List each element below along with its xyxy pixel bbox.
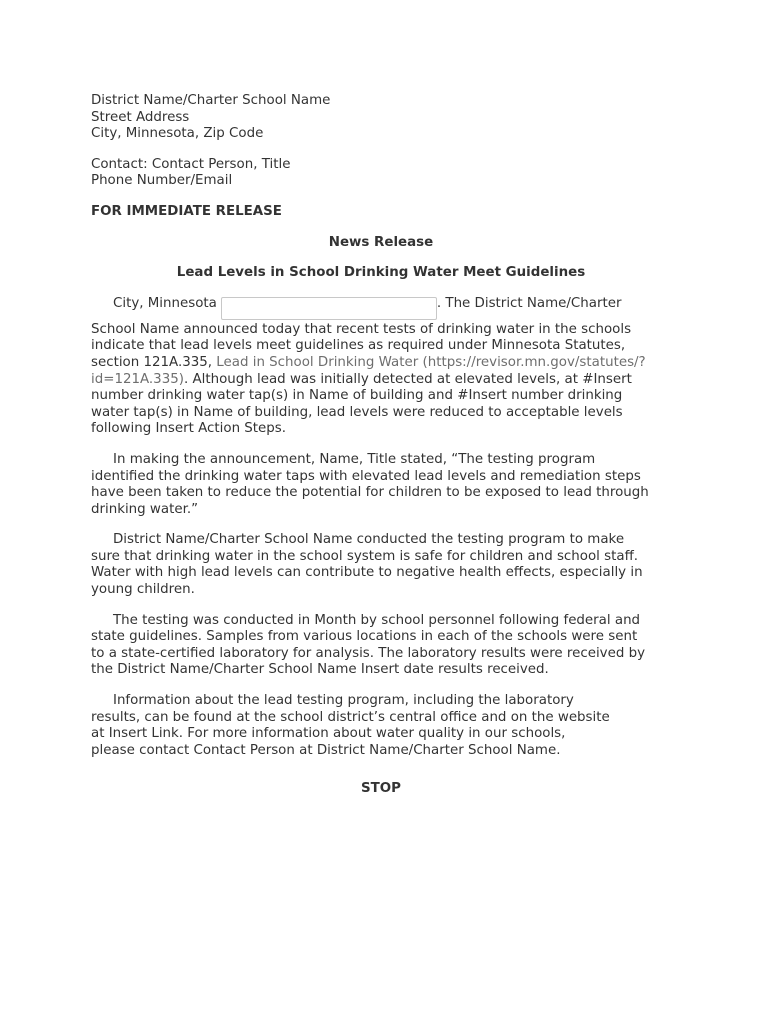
p1-line-3: indicate that lead levels meet guidelines as required under Minnesota Statutes, <box>91 338 626 354</box>
contact-phone-email: Phone Number/Email <box>91 173 233 189</box>
p4-line-4: the District Name/Charter School Name Insert date results received. <box>91 662 549 678</box>
paragraph-2 <box>91 452 671 518</box>
p2-line-3: have been taken to reduce the potential for children to be exposed to lead through <box>91 485 649 501</box>
p4-line-1: The testing was conducted in Month by school personnel following federal and <box>113 612 641 628</box>
paragraph-5 <box>91 693 671 759</box>
p4-line-3: to a state-certified laboratory for analysis. The laboratory results were received by <box>91 645 646 661</box>
document-page <box>91 93 671 798</box>
p1-line-6: number drinking water tap(s) in Name of building and #Insert number drinking <box>91 388 623 404</box>
sender-address <box>91 93 671 143</box>
p1-line-5 <box>91 372 671 389</box>
statute-link[interactable]: Lead in School Drinking Water (https://revisor.mn.gov/statutes/? <box>216 354 646 370</box>
district-name: District Name/Charter School Name <box>91 93 331 108</box>
p4-line-2: state guidelines. Samples from various locations in each of the schools were sent <box>91 629 638 645</box>
street-address: Street Address <box>91 109 190 125</box>
dateline-continuation: . The District Name/Charter <box>436 295 622 311</box>
p5-line-4: please contact Contact Person at District Name/Charter School Name. <box>91 742 561 758</box>
contact-block <box>91 157 671 190</box>
p2-line-1: In making the announcement, Name, Title stated, “The testing program <box>113 451 596 467</box>
p1-line-2: School Name announced today that recent tests of drinking water in the schools <box>91 321 632 337</box>
p3-line-3: Water with high lead levels can contribute to negative health effects, especially in <box>91 565 643 581</box>
p3-line-1: District Name/Charter School Name conducted the testing program to make <box>113 532 625 548</box>
p5-line-3: at Insert Link. For more information about water quality in our schools, <box>91 726 566 742</box>
paragraph-4 <box>91 613 671 679</box>
p1-line-4-text: section 121A.335, <box>91 354 217 370</box>
p1-line-8: following Insert Action Steps. <box>91 421 287 437</box>
p2-line-2: identified the drinking water taps with elevated lead levels and remediation steps <box>91 468 641 484</box>
paragraph-1 <box>91 296 671 438</box>
p1-line-7: water tap(s) in Name of building, lead levels were reduced to acceptable levels <box>91 404 623 420</box>
stop-label: STOP <box>361 781 401 797</box>
release-label: FOR IMMEDIATE RELEASE <box>91 203 282 219</box>
dateline <box>91 296 671 320</box>
p1-line-5-text: . Although lead was initially detected at elevated levels, at #Insert <box>183 371 632 387</box>
date-input[interactable] <box>221 297 437 320</box>
p5-line-2: results, can be found at the school district’s central office and on the website <box>91 709 610 725</box>
city-state-zip: City, Minnesota, Zip Code <box>91 126 264 142</box>
dateline-city: City, Minnesota <box>113 295 217 311</box>
paragraph-3 <box>91 532 671 598</box>
p2-line-4: drinking water.” <box>91 501 199 517</box>
contact-person: Contact: Contact Person, Title <box>91 156 291 172</box>
p3-line-2: sure that drinking water in the school system is safe for children and school staff. <box>91 548 639 564</box>
headline: Lead Levels in School Drinking Water Meet Guidelines <box>176 265 586 281</box>
p3-line-4: young children. <box>91 582 195 598</box>
p5-line-1: Information about the lead testing program, including the laboratory <box>113 693 574 709</box>
p1-line-4 <box>91 355 671 372</box>
news-release-title: News Release <box>328 234 434 250</box>
statute-link-continued[interactable]: id=121A.335) <box>91 371 184 387</box>
